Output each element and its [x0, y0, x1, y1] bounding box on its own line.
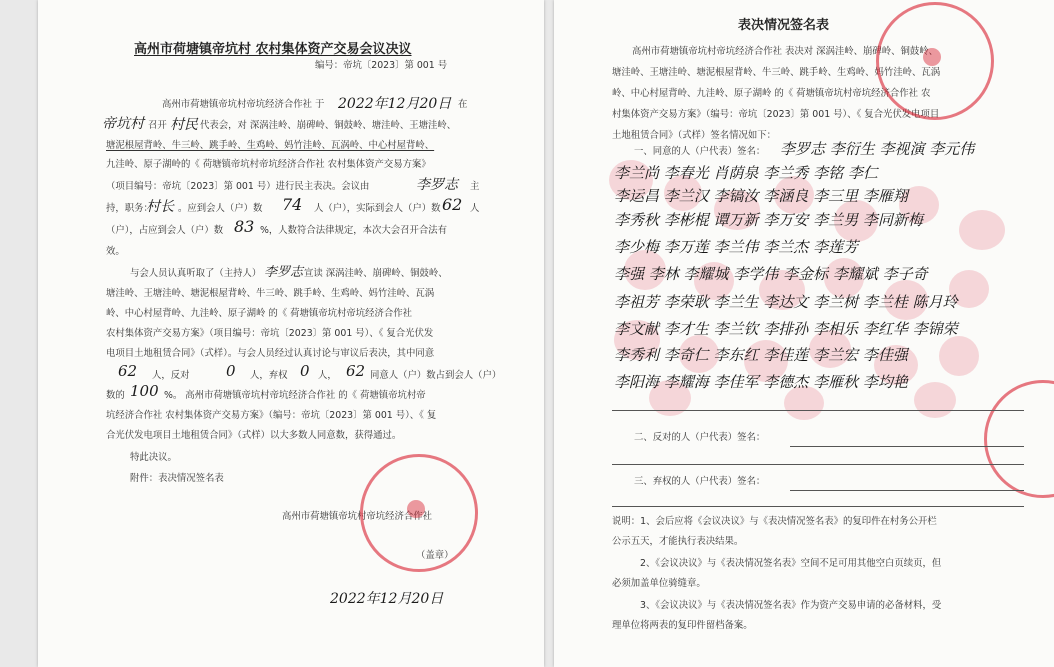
note-1b: 公示五天，才能执行表决结果。 [612, 536, 744, 547]
note-3: 3、《会议决议》与《表决情况签名表》作为资产交易申请的必备材料，受 [640, 600, 942, 611]
fingerprint-icon [959, 210, 1005, 250]
handwritten-abstain-count: 0 [300, 362, 310, 380]
para1-line8: 效。 [106, 246, 125, 257]
para2-line7b: %。 高州市荷塘镇帝坑村帝坑经济合作社 的《 荷塘镇帝坑村帝 [164, 390, 426, 401]
note-1: 说明：1、会后应将《会议决议》与《表决情况签名表》的复印件在村务公开栏 [612, 516, 937, 527]
intro-line3: 岭、中心村屋背岭、九洼岭、原子湖岭 的《 荷塘镇帝坑村帝坑经济合作社 农 [612, 88, 931, 99]
para2-line6a: 人，反对 [152, 370, 190, 381]
handwritten-host: 李罗志 [416, 177, 458, 193]
fingerprint-icon [939, 336, 979, 376]
handwritten-host-2: 李罗志 [264, 265, 304, 280]
para2-line5: 电项目土地租赁合同》（式样）。与会人员经过认真讨论与审议后表决，其中同意 [106, 348, 435, 359]
attachment-note: 附件：表决情况签名表 [130, 473, 224, 484]
agree-line [612, 410, 1024, 411]
para2-line4: 农村集体资产交易方案》（项目编号：帝坑〔2023〕第 001 号）、《 复合光伏发 [106, 328, 434, 339]
para1-line5-end: 主 [470, 181, 480, 192]
document-number: 编号：帝坑〔2023〕第 001 号 [315, 60, 448, 71]
seal-label: （盖章） [416, 550, 454, 561]
handwritten-oppose-count: 0 [226, 362, 236, 380]
signature-row: 李强 李林 李耀城 李学伟 李金标 李耀斌 李子奇 [614, 265, 928, 283]
para1-line7b: %，人数符合法律规定，本次大会召开合法有 [260, 225, 448, 236]
para2-line2: 塘洼岭、王塘洼岭、塘泥根屋背岭、牛三岭、跳手岭、生鸡岭、妈竹洼岭、瓦涡 [106, 288, 435, 299]
handwritten-agree-percent: 100 [130, 382, 159, 400]
intro-line5: 土地租赁合同》（式样）签名情况如下： [612, 130, 777, 141]
para1-line5: （项目编号：帝坑〔2023〕第 001 号）进行民主表决。会议由 [106, 181, 370, 192]
para2-line3: 岭、中心村屋背岭、九洼岭、原子湖岭 的《 荷塘镇帝坑村帝坑经济合作社 [106, 308, 412, 319]
handwritten-actual-count: 62 [442, 195, 463, 214]
official-seal-star-icon [923, 48, 941, 66]
para1-line2: 代表会，对 深涡洼岭、崩碑岭、铜鼓岭、塘洼岭、王塘洼岭、 [200, 120, 457, 131]
para2-line6d: 同意人（户）数占到会人（户） [370, 370, 502, 381]
para1-line1: 高州市荷塘镇帝坑村帝坑经济合作社 于 [162, 99, 325, 110]
para1-line7a: （户），占应到会人（户）数 [106, 225, 224, 236]
signature-row: 李文献 李才生 李兰钦 李排孙 李相乐 李红华 李锦荣 [614, 320, 958, 338]
abstain-line [790, 490, 1024, 491]
para1-line4: 九洼岭、原子湖岭的《 荷塘镇帝坑村帝坑经济合作社 农村集体资产交易方案》 [106, 159, 431, 170]
handwritten-agree-count: 62 [118, 362, 138, 380]
intro-line4: 村集体资产交易方案》（编号：帝坑〔2023〕第 001 号）、《 复合光伏发电项目 [612, 109, 940, 120]
signature-row: 李祖芳 李荣耿 李兰生 李达文 李兰树 李兰桂 陈月玲 [614, 293, 958, 311]
oppose-line-2 [612, 464, 1024, 465]
closing-statement: 特此决议。 [130, 452, 177, 463]
para2-line9: 合光伏发电项目土地租赁合同》（式样）以大多数人同意数，获得通过。 [106, 430, 402, 441]
abstain-line-2 [612, 506, 1024, 507]
intro-line2: 塘洼岭、王塘洼岭、塘泥根屋背岭、牛三岭、跳手岭、生鸡岭、妈竹洼岭、瓦涡 [612, 67, 941, 78]
para1-line3: 塘泥根屋背岭、牛三岭、跳手岭、生鸡岭、妈竹洼岭、瓦涡岭、中心村屋背岭、 [106, 140, 435, 151]
oppose-signatures-label: 二、反对的人（户代表）签名： [634, 432, 766, 443]
intro-line1: 高州市荷塘镇帝坑村帝坑经济合作社 表决对 深涡洼岭、崩碑岭、铜鼓岭、 [632, 46, 938, 57]
para1-line6a: 持，职务： [106, 203, 153, 214]
signature-row: 李秀利 李奇仁 李东红 李佳莲 李兰宏 李佳强 [614, 346, 908, 364]
para2-line1b: 宣读 深涡洼岭、崩碑岭、铜鼓岭、 [304, 268, 448, 279]
note-2b: 必须加盖单位骑缝章。 [612, 578, 706, 589]
handwritten-signing-date: 2022年12月20日 [330, 591, 444, 607]
para2-line7a: 数的 [106, 390, 125, 401]
note-2: 2、《会议决议》与《表决情况签名表》空间不足可用其他空白页续页，但 [640, 558, 942, 569]
signature-row: 李运昌 李兰汉 李镐汝 李涵良 李三里 李雁翔 [614, 187, 908, 205]
oppose-line [790, 446, 1024, 447]
para2-line6c: 人， [318, 370, 337, 381]
handwritten-village: 帝坑村 [102, 116, 144, 132]
signature-row: 李罗志 李衍生 李视演 李元伟 [780, 140, 975, 158]
para1-line6b: 。应到会人（户）数 [178, 203, 263, 214]
signature-row: 李少梅 李万莲 李兰伟 李兰杰 李莲芳 [614, 238, 859, 256]
para1-line6d: 人 [470, 203, 480, 214]
signature-sheet-title: 表决情况签名表 [738, 18, 830, 33]
para1-in: 在 [458, 99, 468, 110]
handwritten-meeting-type: 村民 [170, 117, 198, 133]
signature-row: 李秀秋 李彬棍 谭万新 李万安 李兰男 李同新梅 [614, 211, 923, 229]
handwritten-expected-count: 74 [282, 195, 303, 214]
handwritten-meeting-date: 2022年12月20日 [338, 96, 452, 112]
note-3b: 理单位将两表的复印件留档备案。 [612, 620, 753, 631]
para2-line6b: 人，弃权 [250, 370, 288, 381]
signature-row: 李兰尚 李春光 肖荫泉 李兰秀 李铭 李仁 [614, 164, 878, 182]
handwritten-agree-count-2: 62 [346, 362, 366, 380]
meeting-resolution-page [38, 0, 544, 667]
handwritten-attendance-percent: 83 [234, 217, 255, 236]
official-seal-icon [984, 380, 1054, 498]
fingerprint-icon [914, 382, 956, 418]
agree-signatures-label: 一、同意的人（户代表）签名： [634, 146, 766, 157]
organization-signature: 高州市荷塘镇帝坑村帝坑经济合作社 [282, 511, 433, 522]
abstain-signatures-label: 三、弃权的人（户代表）签名： [634, 476, 766, 487]
para1-convened: 召开 [148, 120, 167, 131]
vote-signature-page [554, 0, 1054, 667]
signature-row: 李阳海 李耀海 李佳军 李德杰 李雁秋 李均艳 [614, 373, 908, 391]
para1-line6c: 人（户），实际到会人（户）数 [314, 203, 441, 214]
handwritten-role: 村长 [146, 199, 174, 215]
para2-line1a: 与会人员认真听取了（主持人） [130, 268, 262, 279]
resolution-title: 高州市荷塘镇帝坑村 农村集体资产交易会议决议 [134, 42, 412, 57]
para2-line8: 坑经济合作社 农村集体资产交易方案》（编号：帝坑〔2023〕第 001 号）、《 复 [106, 410, 437, 421]
official-seal-star-icon [407, 500, 425, 518]
